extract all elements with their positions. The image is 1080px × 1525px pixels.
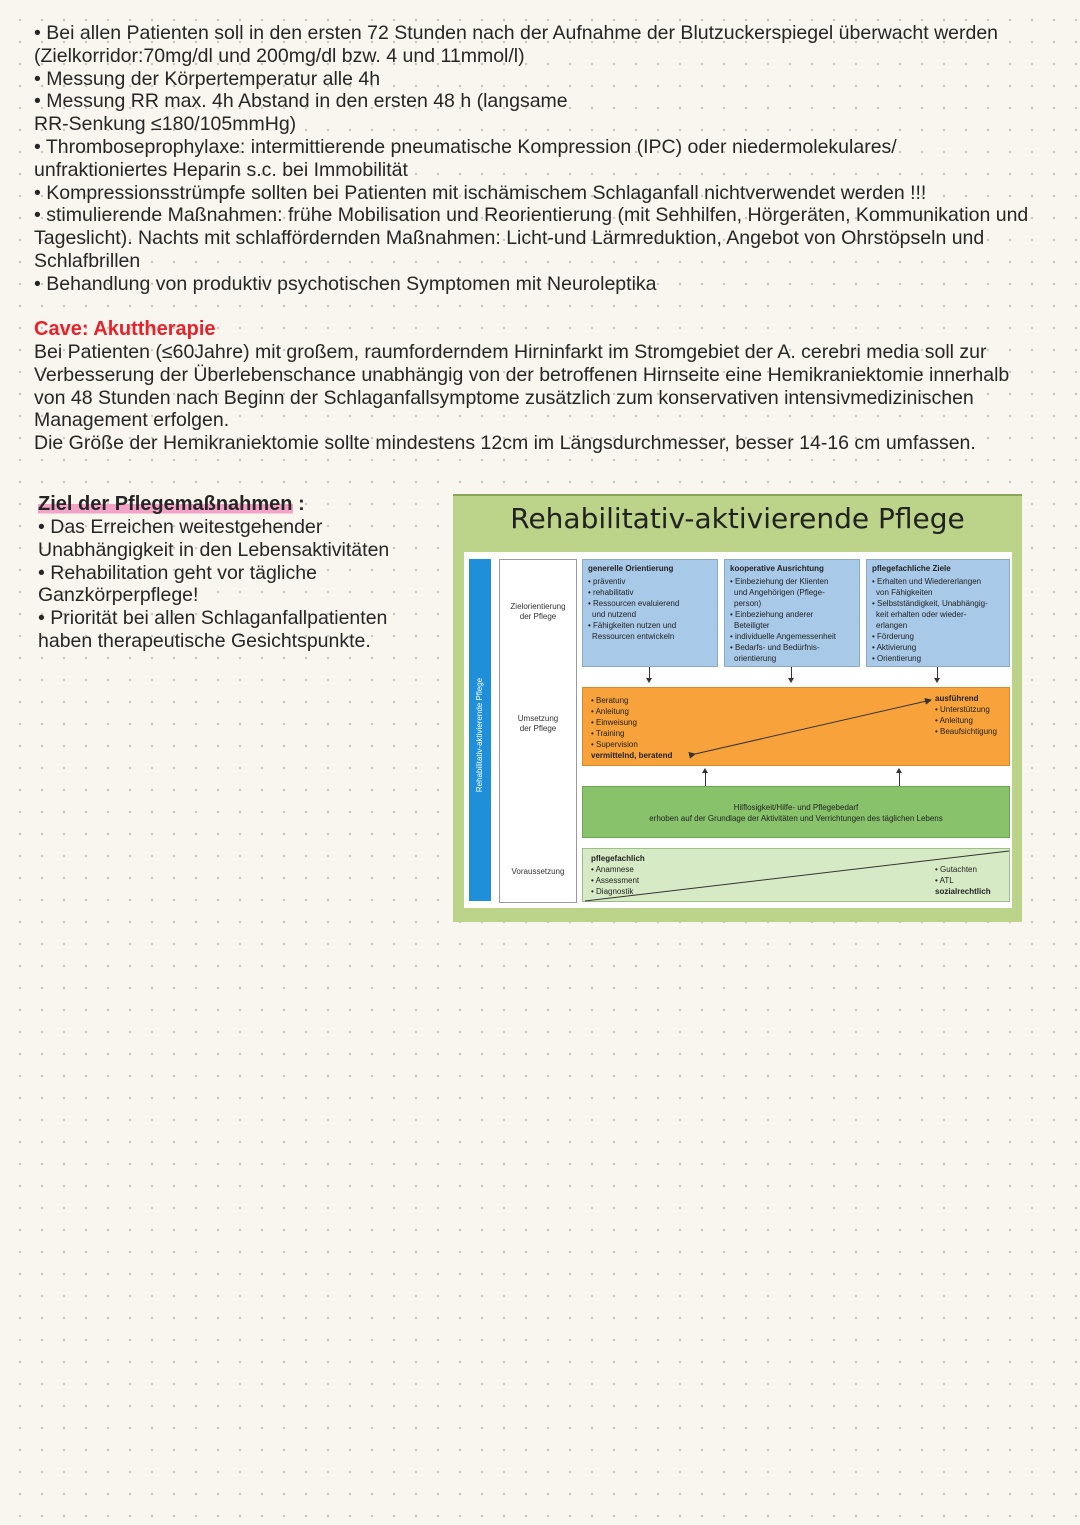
bullet-stimulierende-massnahmen: • stimulierende Maßnahmen: frühe Mobilisation und Reorientierung (mit Sehhilfen, Hörgeräten, Kommunikation und Tageslicht). Nachts mit schlaffördernden Maßnahmen: Licht-und Lärmreduktion, Angebot von Ohrstöpseln und Schlafbrillen: [34, 204, 1029, 272]
box-title: pflegefachliche Ziele: [872, 564, 951, 573]
green-line-1: Hilflosigkeit/Hilfe- und Pflegebedarf: [733, 803, 859, 812]
box-pflegefachliche-ziele: [866, 559, 1010, 667]
lgreen-right-list: [935, 864, 991, 897]
box-line: • rehabilitativ: [588, 588, 634, 597]
orange-left-line: • Einweisung: [591, 718, 637, 727]
vertical-label: Rehabilitativ-aktivierende Pflege: [475, 677, 484, 793]
label-voraussetzung: Voraussetzung: [511, 867, 565, 876]
arrow-down-icon: [788, 678, 794, 683]
box-line: person): [734, 599, 762, 608]
box-line: • Selbstständigkeit, Unabhängig-: [872, 599, 988, 608]
lgreen-left-line: • Anamnese: [591, 865, 634, 874]
box-line: keit erhalten oder wieder-: [876, 610, 967, 619]
bullet-heparin: unfraktioniertes Heparin s.c. bei Immobilität: [34, 158, 408, 181]
bullet-rr-messung: • Messung RR max. 4h Abstand in den ersten 48 h (langsame: [34, 90, 568, 113]
cave-paragraph-1: Bei Patienten (≤60Jahre) mit großem, raumforderndem Hirninfarkt im Stromgebiet der A. cerebri media soll zur Verbesserung der Überlebenschance unabhängig von der betroffenen Hirnseite eine Hemikraniektomie innerhalb von 48 Stunden nach Beginn der Schlaganfallsymptome zusätzlich zum konservativen intensivmedizinischen Management erfolgen.: [34, 341, 1010, 432]
arrow-stem: [705, 773, 706, 786]
box-line: • Einbeziehung der Klienten: [730, 577, 829, 586]
bullet-temperatur: • Messung der Körpertemperatur alle 4h: [34, 67, 381, 90]
orange-left-bold: vermittelnd, beratend: [591, 751, 673, 760]
box-line: Beteiligter: [734, 621, 770, 630]
ziel-item-rehabilitation: • Rehabilitation geht vor tägliche Ganzkörperpflege!: [38, 561, 317, 607]
box-line: • Aktivierung: [872, 643, 917, 652]
orange-right-line: • Unterstützung: [935, 705, 990, 714]
row-label-column: [499, 559, 577, 903]
orange-left-line: • Supervision: [591, 740, 638, 749]
box-line: • präventiv: [588, 577, 626, 586]
box-pflegebedarf: [582, 786, 1010, 838]
monitoring-bullet-list: [34, 22, 1034, 296]
cave-paragraph-2: Die Größe der Hemikraniektomie sollte mindestens 12cm im Längsdurchmesser, besser 14-16 cm umfassen.: [34, 432, 976, 455]
arrow-stem: [899, 773, 900, 786]
box-line: Ressourcen entwickeln: [592, 632, 675, 641]
box-voraussetzung: [582, 848, 1010, 902]
box-line: • Ressourcen evaluierend: [588, 599, 680, 608]
lgreen-left-list: [591, 853, 645, 897]
diagram-title: Rehabilitativ-aktivierende Pflege: [510, 502, 965, 535]
lgreen-right-bold: sozialrechtlich: [935, 887, 991, 896]
box-title: generelle Orientierung: [588, 564, 674, 573]
box-line: erlangen: [876, 621, 908, 630]
bullet-rr-senkung: RR-Senkung ≤180/105mmHg): [34, 113, 297, 136]
box-line: und nutzend: [592, 610, 637, 619]
box-line: • Einbeziehung anderer: [730, 610, 814, 619]
box-line: von Fähigkeiten: [876, 588, 933, 597]
lgreen-right-line: • ATL: [935, 876, 954, 885]
ziel-title-colon: :: [292, 493, 305, 515]
box-line: • Bedarfs- und Bedürfnis-: [730, 643, 820, 652]
box-kooperative-ausrichtung: [724, 559, 860, 667]
label-umsetzung-line2: der Pflege: [519, 724, 557, 733]
diagram-body: [464, 552, 1012, 908]
box-umsetzung: [582, 687, 1010, 766]
ziel-title: Ziel der Pflegemaßnahmen: [38, 493, 293, 515]
box-title: kooperative Ausrichtung: [730, 564, 824, 573]
lgreen-right-line: • Gutachten: [935, 865, 977, 874]
arrow-down-icon: [646, 678, 652, 683]
box-line: • Fähigkeiten nutzen und: [588, 621, 677, 630]
arrow-up-icon: [896, 768, 902, 773]
box-line: • individuelle Angemessenheit: [730, 632, 836, 641]
bullet-kompressionsstruempfe: • Kompressionsstrümpfe sollten bei Patienten mit ischämischem Schlaganfall nichtverwendet werden !!!: [34, 181, 927, 204]
box-line: • Orientierung: [872, 654, 922, 663]
lgreen-left-line: • Diagnostik: [591, 887, 634, 896]
label-umsetzung-line1: Umsetzung: [517, 714, 559, 723]
orange-right-line: • Beaufsichtigung: [935, 727, 997, 736]
ziel-section: [38, 492, 438, 653]
box-line: und Angehörigen (Pflege-: [734, 588, 825, 597]
box-line: • Förderung: [872, 632, 914, 641]
green-line-2: erhoben auf der Grundlage der Aktivitäten und Verrichtungen des täglichen Lebens: [649, 814, 943, 823]
rehab-diagram: [453, 494, 1022, 922]
orange-diagonal-arrows: [583, 688, 1011, 767]
bullet-thromboseprophylaxe: • Thromboseprophylaxe: intermittierende pneumatische Kompression (IPC) oder niedermolekulares/: [34, 135, 897, 158]
box-line: orientierung: [734, 654, 777, 663]
arrow-down-icon: [934, 678, 940, 683]
box-generelle-orientierung: [582, 559, 718, 667]
arrow-up-icon: [702, 768, 708, 773]
label-zielorientierung: [500, 602, 576, 622]
bullet-neuroleptika: • Behandlung von produktiv psychotischen Symptomen mit Neuroleptika: [34, 272, 657, 295]
lgreen-left-line: • Assessment: [591, 876, 640, 885]
orange-left-line: • Beratung: [591, 696, 629, 705]
box-line: • Erhalten und Wiedererlangen: [872, 577, 982, 586]
ziel-item-prioritaet: • Priorität bei allen Schlaganfallpatienten haben therapeutische Gesichtspunkte.: [38, 607, 388, 652]
label-ziel-line1: Zielorientierung: [510, 602, 566, 611]
label-ziel-line2: der Pflege: [519, 612, 557, 621]
lgreen-left-bold: pflegefachlich: [591, 854, 645, 863]
orange-left-line: • Anleitung: [591, 707, 629, 716]
label-umsetzung: [500, 714, 576, 734]
orange-right-bold: ausführend: [935, 694, 979, 703]
orange-right-line: • Anleitung: [935, 716, 973, 725]
cave-section: [34, 318, 1044, 455]
bullet-blutzucker: • Bei allen Patienten soll in den ersten 72 Stunden nach der Aufnahme der Blutzuckerspiegel überwacht werden (Zielkorridor:70mg/dl und 200mg/dl bzw. 4 und 11mmol/l): [34, 22, 999, 67]
cave-title: Cave: Akuttherapie: [34, 318, 216, 340]
ziel-item-unabhaengigkeit: • Das Erreichen weitestgehender Unabhängigkeit in den Lebensaktivitäten: [38, 516, 390, 561]
orange-left-line: • Training: [591, 729, 625, 738]
ziel-list: [38, 516, 438, 653]
